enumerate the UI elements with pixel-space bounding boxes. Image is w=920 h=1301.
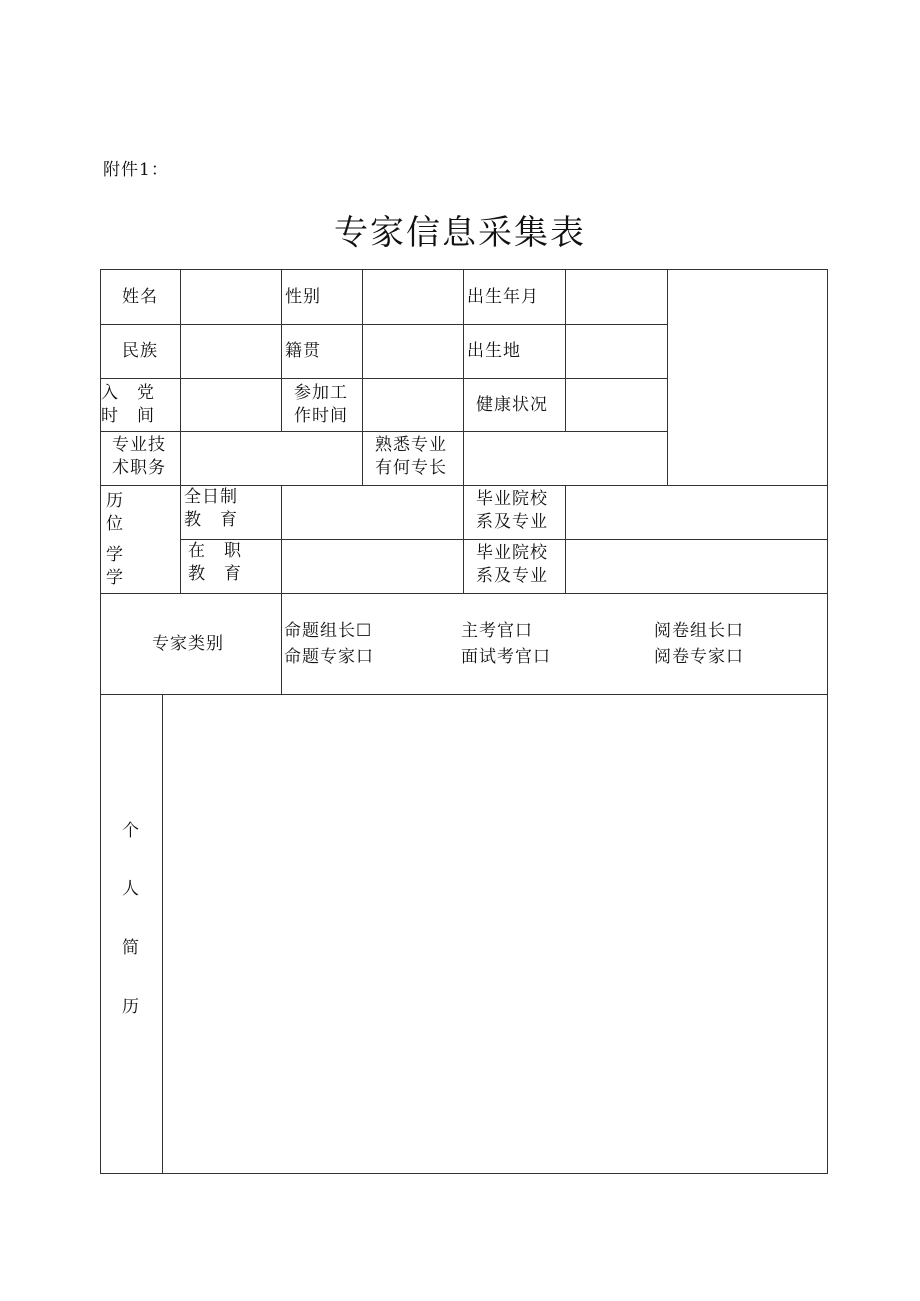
label-resume: 历 bbox=[122, 997, 140, 1017]
input-name[interactable] bbox=[181, 270, 280, 323]
label-parttime-education: 教 育 bbox=[188, 564, 242, 584]
input-parttime-school[interactable] bbox=[566, 540, 826, 592]
grid-line bbox=[100, 1173, 828, 1174]
photo-area[interactable] bbox=[668, 270, 826, 484]
checkbox-option[interactable]: 命题组长☐ bbox=[284, 621, 373, 641]
checkbox-option[interactable]: 面试考官口 bbox=[461, 647, 551, 667]
grid-line bbox=[362, 431, 363, 485]
grid-line bbox=[281, 269, 282, 431]
input-work-start[interactable] bbox=[363, 379, 462, 430]
label-party-join-time: 时 间 bbox=[101, 406, 155, 426]
input-party-join-time[interactable] bbox=[181, 379, 280, 430]
label-education-degree: 学 bbox=[106, 545, 124, 565]
label-graduate-school: 系及专业 bbox=[476, 512, 548, 532]
label-tech-title: 术职务 bbox=[112, 458, 166, 478]
input-native-place[interactable] bbox=[363, 325, 462, 377]
label-work-start: 作时间 bbox=[294, 406, 348, 426]
input-gender[interactable] bbox=[363, 270, 462, 323]
input-resume[interactable] bbox=[163, 695, 826, 1172]
input-ethnicity[interactable] bbox=[181, 325, 280, 377]
input-parttime-degree[interactable] bbox=[282, 540, 462, 592]
label-resume: 个 bbox=[122, 821, 140, 841]
grid-line bbox=[180, 485, 181, 593]
label-resume: 简 bbox=[122, 938, 140, 958]
label-graduate-school: 系及专业 bbox=[476, 566, 548, 586]
label-birthplace: 出生地 bbox=[467, 341, 521, 361]
input-tech-title[interactable] bbox=[181, 432, 361, 484]
attachment-label: 附件1： bbox=[103, 160, 169, 180]
form-title: 专家信息采集表 bbox=[334, 213, 586, 253]
label-party-join-time: 入 党 bbox=[101, 383, 155, 403]
label-resume: 人 bbox=[122, 879, 140, 899]
label-name: 姓名 bbox=[122, 287, 158, 307]
checkbox-option[interactable]: 阅卷组长口 bbox=[654, 621, 744, 641]
label-fulltime-education: 全日制 bbox=[184, 487, 238, 507]
label-tech-title: 专业技 bbox=[112, 435, 166, 455]
label-graduate-school: 毕业院校 bbox=[476, 543, 548, 563]
input-birthplace[interactable] bbox=[566, 325, 666, 377]
label-expert-type: 专家类别 bbox=[152, 634, 224, 654]
label-education-degree: 学 bbox=[106, 568, 124, 588]
label-work-start: 参加工 bbox=[294, 383, 348, 403]
checkbox-option[interactable]: 命题专家口 bbox=[284, 647, 374, 667]
label-education-degree: 位 bbox=[106, 514, 124, 534]
label-gender: 性别 bbox=[285, 287, 321, 307]
grid-line bbox=[827, 269, 828, 1174]
label-health: 健康状况 bbox=[476, 395, 548, 415]
label-fulltime-education: 教 育 bbox=[184, 510, 238, 530]
label-graduate-school: 毕业院校 bbox=[476, 489, 548, 509]
input-fulltime-school[interactable] bbox=[566, 486, 826, 538]
grid-line bbox=[463, 269, 464, 431]
input-specialty[interactable] bbox=[464, 432, 666, 484]
label-education-degree: 历 bbox=[106, 491, 124, 511]
label-specialty: 熟悉专业 bbox=[375, 435, 447, 455]
checkbox-option[interactable]: 主考官口 bbox=[461, 621, 533, 641]
input-fulltime-degree[interactable] bbox=[282, 486, 462, 538]
grid-line bbox=[463, 485, 464, 593]
grid-line bbox=[100, 593, 828, 594]
label-parttime-education: 在 职 bbox=[188, 541, 242, 561]
label-ethnicity: 民族 bbox=[122, 341, 158, 361]
input-birth-date[interactable] bbox=[566, 270, 666, 323]
label-birth-date: 出生年月 bbox=[467, 287, 539, 307]
checkbox-option[interactable]: 阅卷专家口 bbox=[654, 647, 744, 667]
label-specialty: 有何专长 bbox=[375, 458, 447, 478]
input-health[interactable] bbox=[566, 379, 666, 430]
grid-line bbox=[281, 593, 282, 694]
label-native-place: 籍贯 bbox=[285, 341, 321, 361]
